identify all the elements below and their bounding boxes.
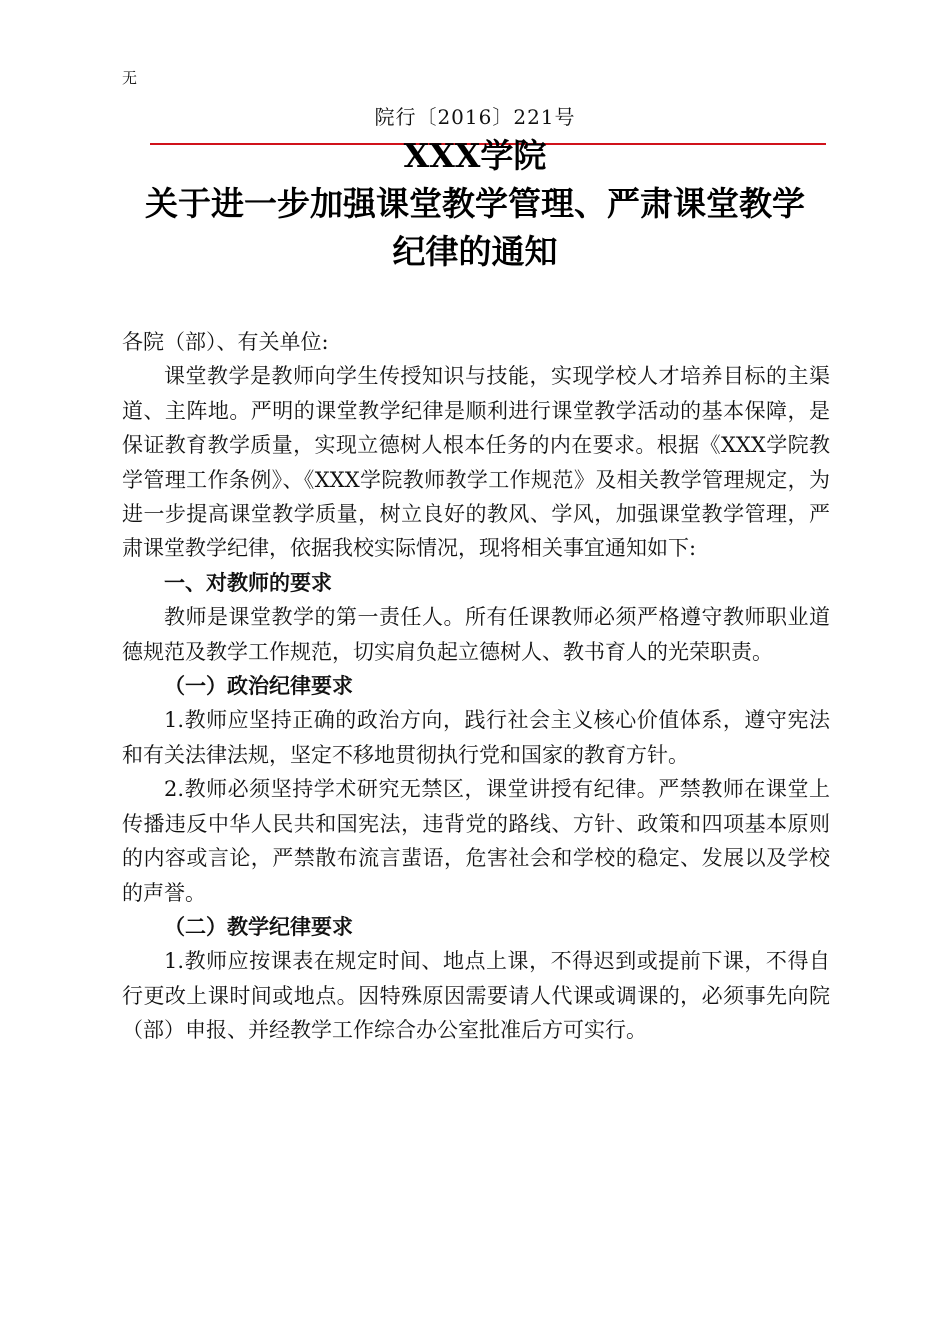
section-heading-teacher-requirements: 一、对教师的要求 [164,570,332,595]
subheading-political-discipline: （一）政治纪律要求 [164,674,353,699]
subheading-teaching-discipline: （二）教学纪律要求 [164,914,353,939]
salutation: 各院（部）、有关单位: [122,330,329,354]
teacher-responsibility-paragraph: 教师是课堂教学的第一责任人。所有任课教师必须严格遵守教师职业道德规范及教学工作规范，切实肩负起立德树人、教书育人的光荣职责。 [122,605,830,664]
teaching-item-1: 1.教师应按课表在规定时间、地点上课，不得迟到或提前下课，不得自行更改上课时间或地点。因特殊原因需要请人代课或调课的，必须事先向院（部）申报、并经教学工作综合办公室批准后方可实行。 [122,949,830,1043]
intro-paragraph: 课堂教学是教师向学生传授知识与技能，实现学校人才培养目标的主渠道、主阵地。严明的课堂教学纪律是顺利进行课堂教学活动的基本保障，是保证教育教学质量，实现立德树人根本任务的内在要求。根据《XXX学院教学管理工作条例》、《XXX学院教师教学工作规范》及相关教学管理规定，为进一步提高课堂教学质量，树立良好的教风、学风，加强课堂教学管理，严肃课堂教学纪律，依据我校实际情况，现将相关事宜通知如下: [122,364,830,561]
political-item-1: 1.教师应坚持正确的政治方向，践行社会主义核心价值体系，遵守宪法和有关法律法规，坚定不移地贯彻执行党和国家的教育方针。 [122,708,830,767]
title-line-2: 关于进一步加强课堂教学管理、严肃课堂教学 [145,184,805,223]
page-label: 无 [122,69,138,87]
political-item-2: 2.教师必须坚持学术研究无禁区，课堂讲授有纪律。严禁教师在课堂上传播违反中华人民共和国宪法，违背党的路线、方针、政策和四项基本原则的内容或言论，严禁散布流言蜚语，危害社会和学校的稳定、发展以及学校的声誉。 [122,777,830,905]
title-institution: XXX学院 [403,136,547,175]
document-number: 院行〔2016〕221号 [374,105,576,129]
title-line-3: 纪律的通知 [392,232,558,271]
document-body [122,325,830,1048]
